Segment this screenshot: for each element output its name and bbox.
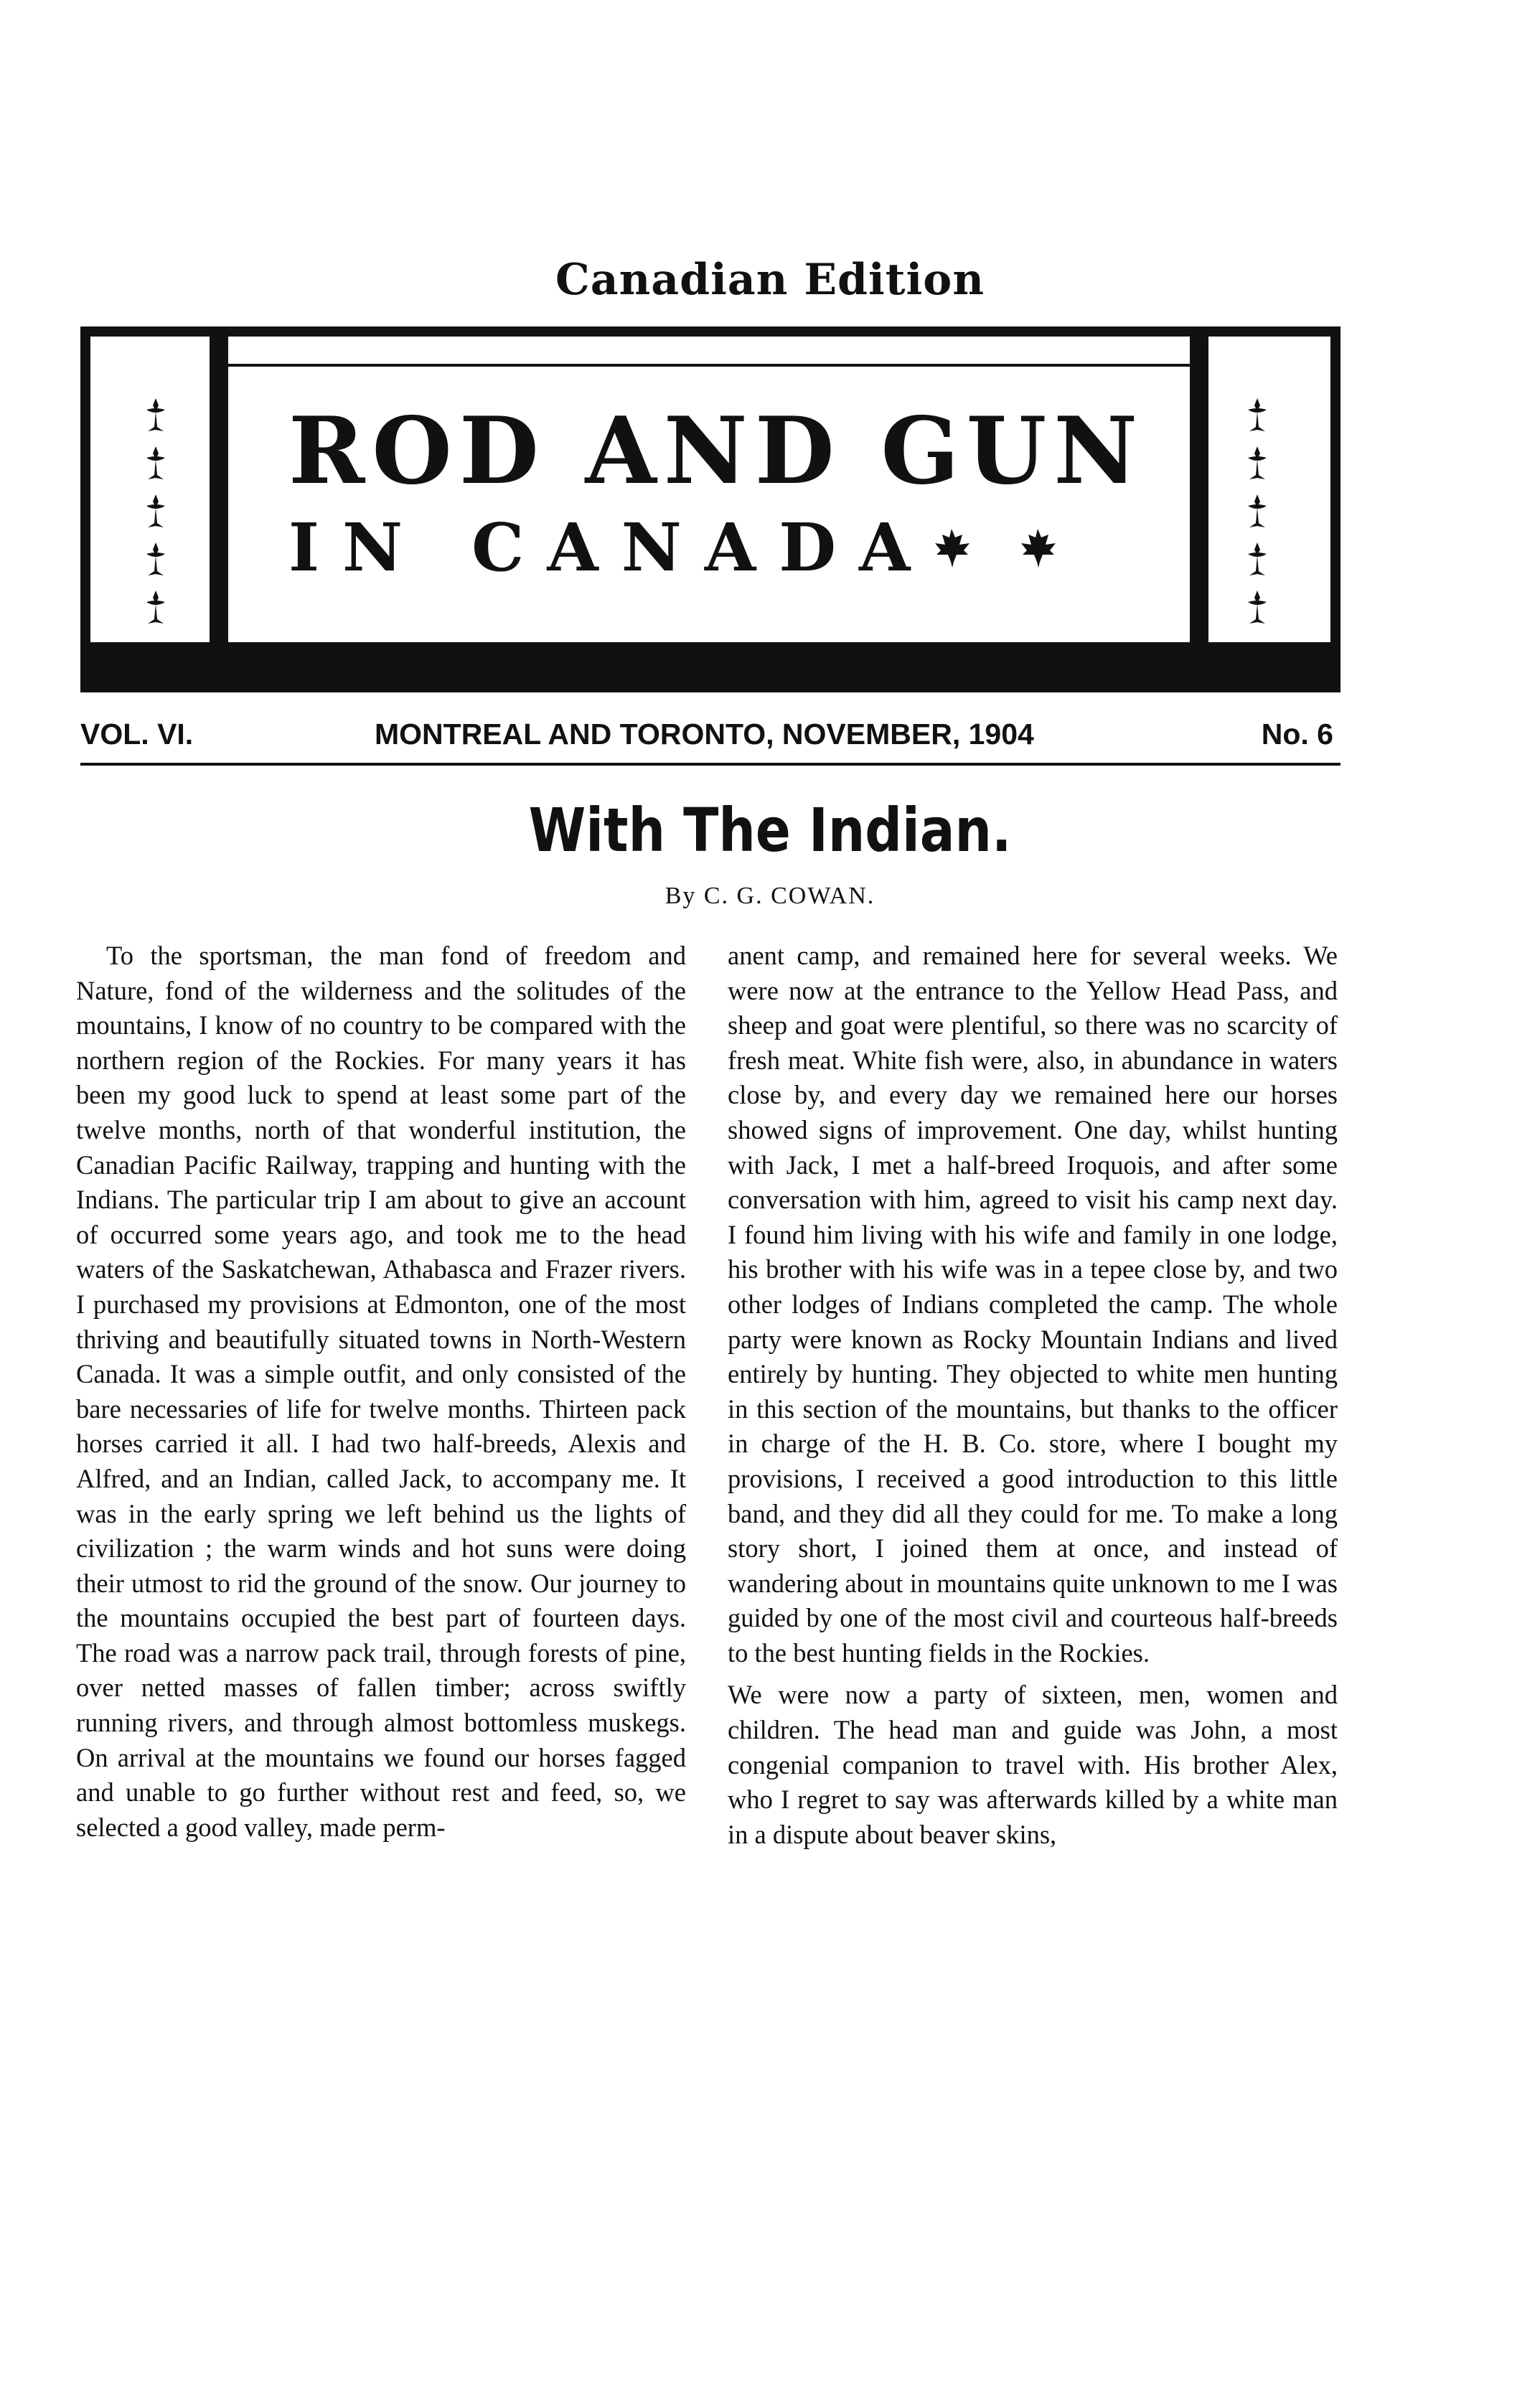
- article-paragraph: To the sportsman, the man fond of freedom and Nature, fond of the wilderness and the solitudes of the mountains, I know of no country to be compared with the northern region of the Rockies. For many years it has been my good luck to spend at least some part of the twelve months, north of that wonderful institution, the Canadian Pacific Railway, trapping and hunting with the Indians. The particular trip I am about to give an account of occurred some years ago, and took me to the head waters of the Saskatchewan, Athabasca and Frazer rivers. I purchased my provisions at Edmonton, one of the most thriving and beautifully situated towns in North-Western Canada. It was a simple outfit, and only consisted of the bare necessaries of life for twelve months. Thirteen pack horses carried it all. I had two half-breeds, Alexis and Alfred, and an Indian, called Jack, to accompany me. It was in the early spring we left behind us the lights of civilization ; the warm winds and hot suns were doing their utmost to rid the ground of the snow. Our journey to the mountains occupied the best part of fourteen days. The road was a narrow pack trail, through forests of pine, over netted masses of fallen timber; across swiftly running rivers, and through almost bottomless muskegs. On arrival at the mountains we found our horses fagged and unable to go further without rest and feed, so, we selected a good valley, made perm-: [76, 941, 686, 1842]
- fleur-de-lis-icon: [145, 542, 166, 580]
- volume-label: VOL. VI.: [80, 718, 194, 751]
- article-column-right: [728, 939, 1338, 1852]
- fleur-de-lis-icon: [1246, 542, 1268, 580]
- edition-label: Canadian Edition: [555, 255, 985, 305]
- article-paragraph: anent camp, and remained here for several weeks. We were now at the entrance to the Yellow Head Pass, and sheep and goat were plentiful, so there was no scarcity of fresh meat. White fish were, also, in abundance in waters close by, and every day we remained here our horses showed signs of improvement. One day, whilst hunting with Jack, I met a half-breed Iroquois, and after some conversation with him, agreed to visit his camp next day. I found him living with his wife and family in one lodge, his brother with his wife was in a tepee close by, and two other lodges of Indians completed the camp. The whole party were known as Rocky Mountain Indians and lived entirely by hunting. They objected to white men hunting in this section of the mountains, but thanks to the officer in charge of the H. B. Co. store, where I bought my provisions, I received a good introduction to this little band, and they did all they could for me. To make a long story short, I joined them at once, and instead of wandering about in mountains quite unknown to me I was guided by one of the most civil and courteous half-breeds to the best hunting fields in the Rockies.: [728, 941, 1338, 1668]
- masthead-right-bar: [1190, 326, 1208, 692]
- fleur-de-lis-icon: [145, 398, 166, 436]
- right-emblem-column: [1218, 398, 1297, 628]
- issue-dateline: [80, 718, 1341, 761]
- left-emblem-column: [116, 398, 195, 628]
- article-title: With The Indian.: [528, 795, 1012, 865]
- fleur-de-lis-icon: [1246, 494, 1268, 532]
- masthead-bottom-band: [80, 642, 1341, 692]
- fleur-de-lis-icon: [1246, 398, 1268, 436]
- article-paragraph: We were now a party of sixteen, men, women and children. The head man and guide was John, a most congenial companion to travel with. His brother Alex, who I regret to say was afterwards killed by a white man in a dispute about beaver skins,: [728, 1680, 1338, 1849]
- dateline-rule: [80, 763, 1341, 766]
- maple-leaf-icon: [931, 527, 972, 569]
- fleur-de-lis-icon: [1246, 446, 1268, 484]
- fleur-de-lis-icon: [145, 494, 166, 532]
- issue-number-label: No. 6: [1261, 718, 1333, 751]
- article-byline: By C. G. COWAN.: [665, 883, 875, 909]
- article-column-left: [76, 939, 686, 1845]
- masthead: [80, 326, 1341, 692]
- fleur-de-lis-icon: [1246, 591, 1268, 628]
- masthead-top-rule: [228, 364, 1190, 367]
- publication-subtitle: IN CANADA: [288, 509, 934, 586]
- maple-leaf-icon: [1017, 527, 1058, 569]
- place-date-label: MONTREAL AND TORONTO, NOVEMBER, 1904: [375, 718, 1034, 751]
- fleur-de-lis-icon: [145, 591, 166, 628]
- masthead-left-bar: [210, 326, 228, 692]
- fleur-de-lis-icon: [145, 446, 166, 484]
- publication-title: ROD AND GUN: [288, 398, 1145, 505]
